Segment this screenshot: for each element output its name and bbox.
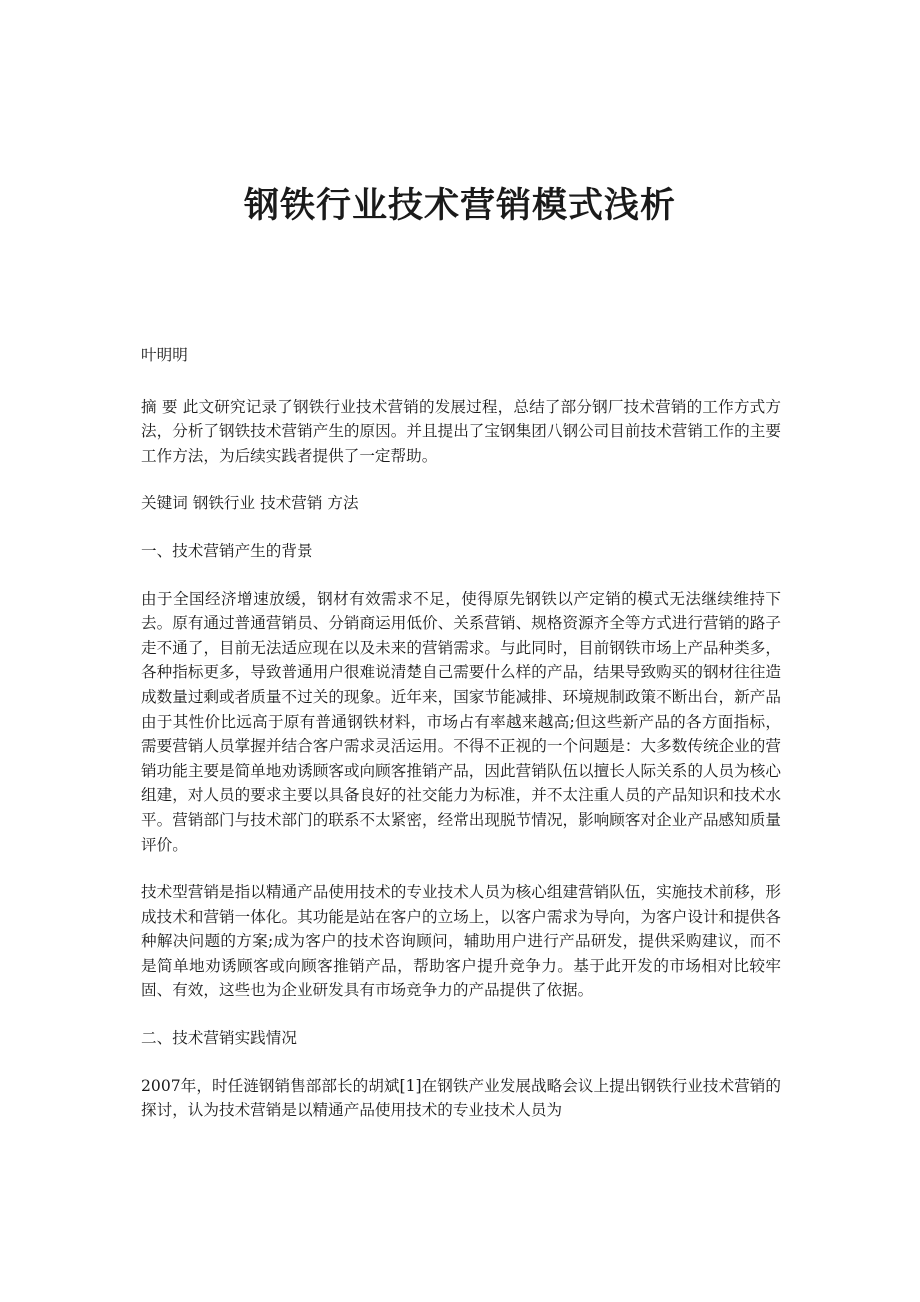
abstract-paragraph: 摘 要 此文研究记录了钢铁行业技术营销的发展过程，总结了部分钢厂技术营销的工作方式方法，分析了钢铁技术营销产生的原因。并且提出了宝钢集团八钢公司目前技术营销工作的主要工作方法，为后续实践者提供了一定帮助。 bbox=[141, 397, 781, 465]
document-title: 钢铁行业技术营销模式浅析 bbox=[243, 186, 676, 226]
author-name: 叶明明 bbox=[141, 346, 188, 364]
body-paragraph: 2007年，时任涟钢销售部部长的胡斌[1]在钢铁产业发展战略会议上提出钢铁行业技术营销的探讨，认为技术营销是以精通产品使用技术的专业技术人员为 bbox=[141, 1076, 781, 1120]
section-heading-2: 二、技术营销实践情况 bbox=[141, 1029, 297, 1048]
body-paragraph: 由于全国经济增速放缓，钢材有效需求不足，使得原先钢铁以产定销的模式无法继续维持下去。原有通过普通营销员、分销商运用低价、关系营销、规格资源齐全等方式进行营销的路子走不通了，目前无法适应现在以及未来的营销需求。与此同时，目前钢铁市场上产品种类多，各种指标更多，导致普通用户很难说清楚自己需要什么样的产品，结果导致购买的钢材往往造成数量过剩或者质量不过关的现象。近年来，国家节能减排、环境规制政策不断出台，新产品由于其性价比远高于原有普通钢铁材料，市场占有率越来越高;但这些新产品的各方面指标，需要营销人员掌握并结合客户需求灵活运用。不得不正视的一个问题是：大多数传统企业的营销功能主要是简单地劝诱顾客或向顾客推销产品，因此营销队伍以擅长人际关系的人员为核心组建，对人员的要求主要以具备良好的社交能力为标准，并不太注重人员的产品知识和技术水平。营销部门与技术部门的联系不太紧密，经常出现脱节情况，影响顾客对企业产品感知质量评价。 bbox=[141, 589, 781, 854]
section-heading-1: 一、技术营销产生的背景 bbox=[141, 541, 313, 560]
keywords-line: 关键词 钢铁行业 技术营销 方法 bbox=[141, 494, 359, 513]
document-body bbox=[141, 343, 781, 1146]
body-paragraph: 技术型营销是指以精通产品使用技术的专业技术人员为核心组建营销队伍，实施技术前移，形成技术和营销一体化。其功能是站在客户的立场上，以客户需求为导向，为客户设计和提供各种解决问题的方案;成为客户的技术咨询顾问，辅助用户进行产品研发，提供采购建议，而不是简单地劝诱顾客或向顾客推销产品，帮助客户提升竞争力。基于此开发的市场相对比较牢固、有效，这些也为企业研发具有市场竞争力的产品提供了依据。 bbox=[141, 883, 781, 1000]
